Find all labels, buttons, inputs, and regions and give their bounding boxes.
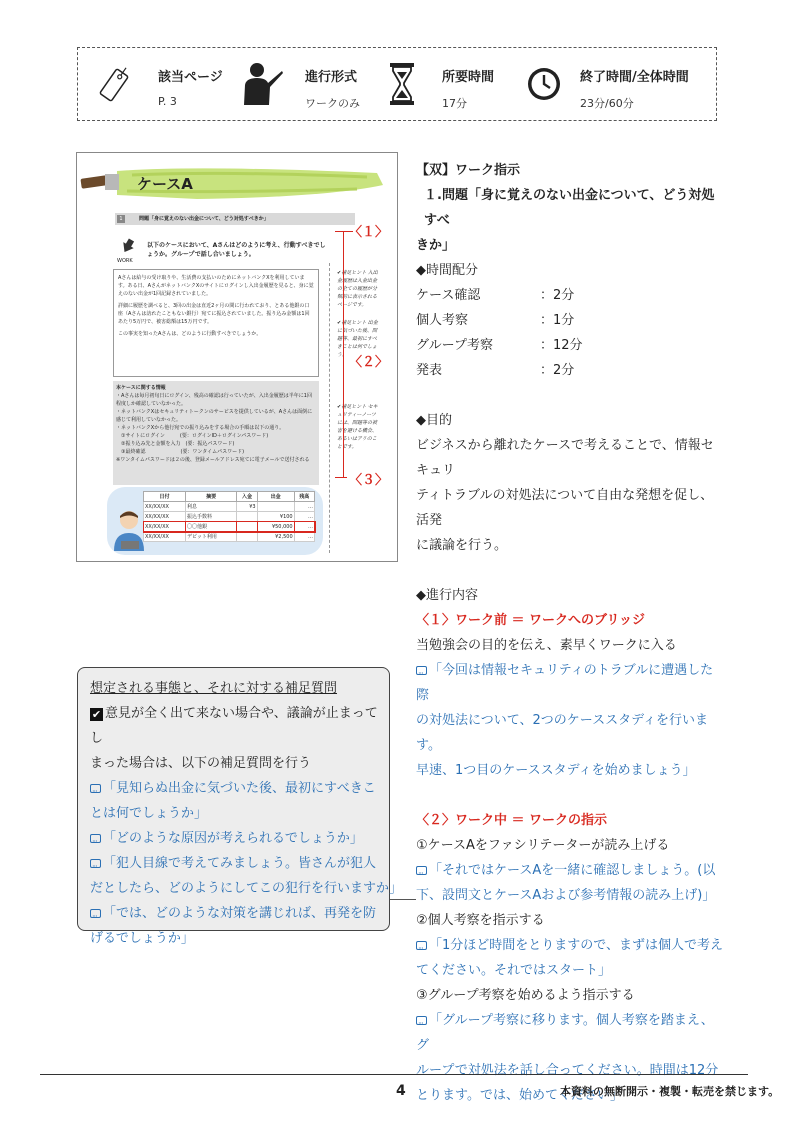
question-line bbox=[90, 851, 386, 876]
case-paragraph-2: 詳細に履歴を調べると、3回の出金は直近2ヶ月の間に行われており、とある他銀の口座（Aさんは訪れたこともない銀行）宛てに振込されていました。振り込み金額は1回あたり5万円で、被害総額は15万円です。 bbox=[118, 303, 310, 325]
format-label: 進行形式 bbox=[305, 70, 358, 85]
table-cell: デビット利用 bbox=[186, 532, 237, 542]
work-label: WORK bbox=[117, 258, 133, 264]
table-cell bbox=[257, 502, 294, 512]
time-label: ケース確認 bbox=[416, 288, 481, 303]
table-cell: ¥100 bbox=[257, 512, 294, 522]
table-cell: XX/XX/XX bbox=[144, 502, 186, 512]
table-cell: 〇〇他銀 bbox=[186, 522, 237, 532]
step1-quote-line: 早速、1つ目のケーススタディを始めましょう」 bbox=[416, 763, 696, 778]
purpose-line: に議論を行う。 bbox=[416, 538, 508, 553]
marker-1: 〈１〉 bbox=[349, 225, 389, 240]
question-line bbox=[90, 901, 386, 926]
reference-box bbox=[113, 381, 319, 485]
table-header: 残高 bbox=[294, 492, 314, 502]
purpose-line: ビジネスから離れたケースで考えることで、情報セキュリ bbox=[416, 438, 714, 478]
time-value: ：12分 bbox=[540, 338, 583, 353]
case-paragraph-3: この事実を知ったAさんは、どのように行動すべきでしょうか。 bbox=[118, 331, 262, 337]
speech-bubble-icon bbox=[90, 859, 101, 868]
table-cell: ¥3 bbox=[237, 502, 257, 512]
footer-rule bbox=[40, 1074, 748, 1075]
time-heading: ◆時間配分 bbox=[416, 263, 478, 278]
step2-quote-line: ループで対処法を話し合ってください。時間は12分 bbox=[416, 1063, 719, 1078]
table-row-highlighted bbox=[144, 522, 315, 532]
connector-line bbox=[390, 899, 416, 900]
quote-text: 「それではケースAを一緒に確認しましょう。(以 bbox=[429, 863, 716, 878]
speech-bubble-icon bbox=[416, 941, 427, 950]
step1-quote-line bbox=[416, 658, 726, 708]
speech-bubble-icon bbox=[416, 866, 427, 875]
page-ref-value: P. 3 bbox=[158, 95, 177, 108]
table-cell: … bbox=[294, 502, 314, 512]
step2-quote-line: とります。では、始めてください」 bbox=[416, 1088, 623, 1103]
step2-item: ①ケースAをファシリテーターが読み上げる bbox=[416, 838, 670, 853]
hourglass-icon bbox=[389, 62, 415, 110]
copyright-notice: 本資料の無断開示・複製・転売を禁じます。 bbox=[560, 1085, 780, 1098]
reference-line: ・ネットバンクXはセキュリティトークンのサービスを提供しているが、Aさんは面倒に感じて利用していなかった。 bbox=[116, 409, 313, 423]
side-note: ✔補足ヒント セキュリティーノーツには、問題等の被害を避ける機会、あるいはアリのことです。 bbox=[337, 404, 378, 450]
case-paragraph-1: Aさんは給与の受け取りや、生活費の支払いのためにネットバンクXを利用しています。ある日、AさんがネットバンクXのサイトにログインし入出金履歴を見ると、身に覚えのない出金が1回記録されていました。 bbox=[118, 275, 314, 297]
end-time-label: 終了時間/全体時間 bbox=[580, 70, 689, 85]
end-time-value: 23分/60分 bbox=[580, 97, 634, 110]
box-intro-line: まった場合は、以下の補足質問を行う bbox=[90, 756, 312, 771]
reference-line: ③最終確認 (要：ワンタイムパスワード) bbox=[116, 449, 245, 455]
table-header: 摘要 bbox=[186, 492, 237, 502]
tag-icon bbox=[96, 62, 132, 112]
question-text: 「では、どのような対策を講じれば、再発を防 bbox=[103, 906, 377, 921]
case-title: ケースA bbox=[137, 175, 193, 193]
work-heading: 【双】ワーク指示 bbox=[416, 163, 521, 178]
table-cell: XX/XX/XX bbox=[144, 522, 186, 532]
quote-text: 「1分ほど時間をとりますので、まずは個人で考え bbox=[429, 938, 724, 953]
section-title: 問題「身に覚えのない出金について、どう対処すべきか」 bbox=[139, 216, 269, 222]
question-line bbox=[90, 826, 386, 851]
table-cell: XX/XX/XX bbox=[144, 532, 186, 542]
step2-quote-line bbox=[416, 858, 726, 883]
table-cell: XX/XX/XX bbox=[144, 512, 186, 522]
speech-bubble-icon bbox=[416, 1016, 427, 1025]
table-row bbox=[144, 512, 315, 522]
step1-text: 当勉強会の目的を伝え、素早くワークに入る bbox=[416, 638, 677, 653]
red-bracket-end bbox=[335, 477, 347, 478]
checkbox-icon: ✔ bbox=[91, 708, 102, 721]
box-intro-text: 意見が全く出て来ない場合や、議論が止まってし bbox=[90, 706, 378, 746]
table-cell bbox=[237, 512, 257, 522]
speech-bubble-icon bbox=[90, 909, 101, 918]
purpose-heading: ◆目的 bbox=[416, 413, 452, 428]
reference-line: ・ネットバンクXから他行宛での振り込みをする場合の手順は以下の通り。 bbox=[116, 425, 285, 431]
question-text: 「犯人目線で考えてみましょう。皆さんが犯人 bbox=[103, 856, 377, 871]
marker-2: 〈２〉 bbox=[349, 355, 389, 370]
brush-banner bbox=[77, 163, 387, 203]
question-line: とは何でしょうか」 bbox=[90, 806, 208, 821]
purpose-line: ティトラブルの対処法について自由な発想を促し、活発 bbox=[416, 488, 714, 528]
step2-heading: 〈２〉ワーク中 ＝ ワークの指示 bbox=[416, 813, 608, 828]
time-value: ：2分 bbox=[540, 363, 575, 378]
step1-heading: 〈１〉ワーク前 ＝ ワークへのブリッジ bbox=[416, 613, 646, 628]
format bbox=[305, 66, 360, 111]
question-line: げるでしょうか」 bbox=[90, 931, 194, 946]
time-row bbox=[416, 308, 726, 333]
reference-title: 本ケースに関する情報 bbox=[116, 385, 166, 391]
dashed-divider bbox=[329, 263, 330, 553]
page-ref-label: 該当ページ bbox=[158, 70, 223, 85]
format-value: ワークのみ bbox=[305, 97, 360, 110]
reference-line: ・Aさんは毎月初旬日にログイン、残高の確認は行っていたが、入出金履歴は半年に1回程度しか確認していなかった。 bbox=[116, 393, 312, 407]
content-heading: ◆進行内容 bbox=[416, 588, 478, 603]
section-num: 1 bbox=[117, 215, 125, 223]
statement-table bbox=[143, 491, 315, 542]
supplementary-questions-box bbox=[77, 667, 403, 946]
time-label: 個人考察 bbox=[416, 313, 469, 328]
table-cell: ¥2,500 bbox=[257, 532, 294, 542]
table-cell: 振込手数料 bbox=[186, 512, 237, 522]
question-line: だとしたら、どのようにしてこの犯行を行いますか」 bbox=[90, 881, 403, 896]
step2-quote-line bbox=[416, 933, 726, 958]
time-row bbox=[416, 358, 726, 383]
step1-quote-line: の対処法について、2つのケーススタディを行います。 bbox=[416, 713, 709, 753]
time-value: ：2分 bbox=[540, 288, 575, 303]
time-row bbox=[416, 333, 726, 358]
session-info-header bbox=[77, 47, 717, 121]
red-bracket-end bbox=[335, 231, 347, 232]
end-time bbox=[580, 66, 689, 111]
time-label: グループ考察 bbox=[416, 338, 493, 353]
reference-line: ②振り込み先と金額を入力 (要：振込パスワード) bbox=[116, 441, 235, 447]
question-line bbox=[90, 776, 386, 801]
table-cell: ¥50,000 bbox=[257, 522, 294, 532]
speech-bubble-icon bbox=[90, 784, 101, 793]
side-note: ✔補足ヒント 入出金履歴は入金出金の全ての履歴が分類的に表示されるページです。 bbox=[337, 270, 378, 308]
speech-bubble-icon bbox=[90, 834, 101, 843]
slide-thumbnail bbox=[76, 152, 398, 562]
speech-bubble-icon bbox=[416, 666, 427, 675]
step2-quote-line bbox=[416, 1008, 726, 1058]
reference-line: ※ワンタイムパスワードは２の後、登録メールアドレス宛てに電子メールで送付される bbox=[116, 457, 310, 463]
time-label: 発表 bbox=[416, 363, 443, 378]
time-value: ：1分 bbox=[540, 313, 575, 328]
case-box bbox=[113, 269, 319, 377]
person-illustration bbox=[111, 507, 147, 555]
red-bracket-line bbox=[343, 231, 344, 477]
table-row bbox=[144, 502, 315, 512]
table-row bbox=[144, 532, 315, 542]
quote-text: 「グループ考察に移ります。個人考察を踏まえ、グ bbox=[416, 1013, 714, 1053]
box-title: 想定される事態と、それに対する補足質問 bbox=[90, 681, 338, 696]
table-cell: … bbox=[294, 512, 314, 522]
table-header: 出金 bbox=[257, 492, 294, 502]
question-text: 「どのような原因が考えられるでしょうか」 bbox=[103, 831, 363, 846]
marker-3: 〈３〉 bbox=[349, 473, 389, 488]
duration bbox=[442, 66, 494, 111]
duration-label: 所要時間 bbox=[442, 70, 495, 85]
duration-value: 17分 bbox=[442, 97, 467, 110]
presenter-icon bbox=[240, 61, 284, 111]
step2-item: ③グループ考察を始めるよう指示する bbox=[416, 988, 635, 1003]
page-ref bbox=[158, 66, 223, 108]
step2-quote-line: てください。それではスタート」 bbox=[416, 963, 612, 978]
quote-text: 「今回は情報セキュリティのトラブルに遭遇した際 bbox=[416, 663, 714, 703]
table-cell: … bbox=[294, 532, 314, 542]
step2-item: ②個人考察を指示する bbox=[416, 913, 545, 928]
clock-icon bbox=[526, 66, 562, 106]
reference-line: ①サイトにログイン (要：ログインID＋ログインパスワード) bbox=[116, 433, 269, 439]
table-header: 日付 bbox=[144, 492, 186, 502]
page-number: 4 bbox=[396, 1083, 406, 1099]
table-cell: … bbox=[294, 522, 314, 532]
side-note: ✔補足ヒント 出金に気づいた後、問題等、最初にすべきことは何でしょう。 bbox=[337, 320, 378, 358]
question-line: きか」 bbox=[416, 238, 456, 253]
table-cell bbox=[237, 522, 257, 532]
instructions-column bbox=[416, 158, 726, 1108]
question-line: １.問題「身に覚えのない出金について、どう対処すべ bbox=[424, 188, 715, 228]
step2-quote-line: 下、設問文とケースAおよび参考情報の読み上げ)」 bbox=[416, 888, 716, 903]
table-header: 入金 bbox=[237, 492, 257, 502]
question-text: 「見知らぬ出金に気づいた後、最初にすべきこ bbox=[103, 781, 376, 796]
case-intro: 以下のケースにおいて、Aさんはどのように考え、行動すべきでしょうか。グループで話し合いましょう。 bbox=[147, 242, 326, 258]
table-cell: 利息 bbox=[186, 502, 237, 512]
box-intro-line bbox=[90, 701, 386, 751]
table-cell bbox=[237, 532, 257, 542]
time-row bbox=[416, 283, 726, 308]
